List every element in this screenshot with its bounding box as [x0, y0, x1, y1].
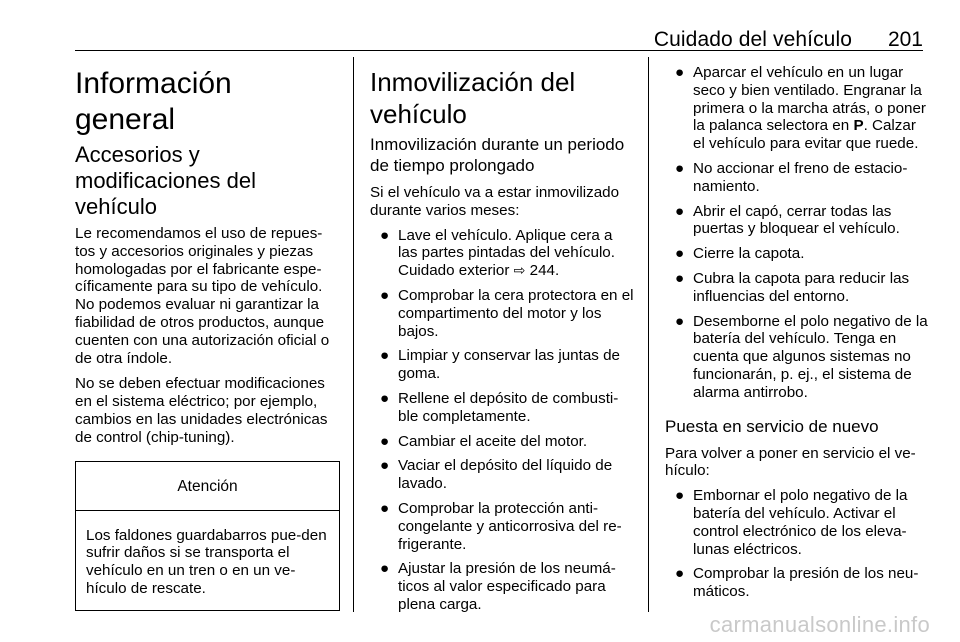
paragraph-intro: Si el vehículo va a estar inmovilizado durante varios meses: — [370, 184, 620, 219]
bullet-list — [665, 487, 928, 601]
list-item-text: Abrir el capó, cerrar todas las puertas y bloquear el vehículo. — [693, 202, 900, 238]
bullet-icon: ● — [380, 226, 390, 244]
list-item-text: Rellene el depósito de combusti-ble completamente. — [398, 389, 619, 425]
section-heading: Inmovilización del vehículo — [370, 67, 576, 129]
list-item-text: Comprobar la protección anti-congelante y anticorrosiva del re-frigerante. — [398, 499, 622, 553]
list-item — [370, 433, 634, 451]
bullet-icon: ● — [380, 347, 390, 365]
bullet-icon: ● — [380, 560, 390, 578]
watermark: carmanualsonline.info — [709, 612, 930, 637]
paragraph-electrical: No se deben efectuar modificaciones en el sistema eléctrico; por ejemplo, cambios en las unidades electrónicas de control (chip-tuning). — [75, 375, 328, 446]
column-general-info — [75, 58, 340, 611]
list-item — [665, 160, 928, 196]
bullet-icon: ● — [675, 202, 685, 220]
list-item-text: Vaciar el depósito del líquido de lavado. — [398, 457, 613, 493]
bullet-icon: ● — [380, 286, 390, 304]
bullet-icon: ● — [675, 487, 685, 505]
notice-text: Los faldones guardabarros pue-den sufrir daños si se transporta el vehículo en un tren o en un ve-hículo de rescate. — [86, 526, 327, 597]
list-item — [370, 560, 634, 613]
selector-position-p: P — [853, 117, 864, 135]
bullet-list — [370, 227, 634, 614]
list-item — [370, 227, 634, 280]
list-item-text: Limpiar y conservar las juntas de goma. — [398, 347, 621, 383]
list-item-text: Lave el vehículo. Aplique cera a las partes pintadas del vehículo. Cuidado exterior — [398, 226, 615, 280]
list-item-text: Ajustar la presión de los neumá-ticos al valor especificado para plena carga. — [398, 560, 616, 613]
paragraph-intro: Para volver a poner en servicio el ve-hículo: — [665, 444, 916, 480]
list-item — [370, 457, 634, 493]
list-item — [665, 245, 928, 263]
bullet-icon: ● — [675, 269, 685, 287]
section-heading: Información general — [75, 67, 232, 136]
notice-box — [75, 461, 340, 611]
list-item-text-tail: . Calzar el vehículo para evitar que ruede. — [693, 117, 919, 153]
bullet-icon: ● — [380, 432, 390, 450]
bullet-icon: ● — [675, 64, 685, 81]
page-header-title: Cuidado del vehículo — [653, 28, 852, 51]
list-item-text: Comprobar la presión de los neu-máticos. — [693, 565, 919, 601]
list-item-text: Cubra la capota para reducir las influencias del entorno. — [693, 269, 910, 305]
bullet-icon: ● — [675, 159, 685, 177]
header-rule — [75, 50, 923, 51]
list-item — [665, 313, 928, 402]
list-item — [370, 390, 634, 426]
bullet-list — [665, 64, 928, 402]
list-item-text: Desemborne el polo negativo de la batería del vehículo. Tenga en cuenta que algunos sistemas no funcionarán, p. ej., el sistema de alarma antirrobo. — [693, 312, 928, 401]
list-item — [370, 500, 634, 553]
bullet-icon: ● — [380, 389, 390, 407]
bullet-icon: ● — [380, 457, 390, 475]
list-item — [370, 287, 634, 340]
page-number: 201 — [887, 28, 923, 51]
list-item — [665, 270, 928, 306]
list-item-text: Cambiar el aceite del motor. — [398, 432, 588, 450]
column-immobilization — [370, 58, 634, 614]
bullet-icon: ● — [675, 565, 685, 583]
list-item — [665, 64, 928, 153]
list-item-text: No accionar el freno de estacio-namiento. — [693, 159, 908, 195]
column-immobilization-continued — [665, 58, 928, 601]
bullet-icon: ● — [380, 499, 390, 517]
list-item-text: Aparcar el vehículo en un lugar seco y bien ventilado. Engranar la primera o la marcha atrás, o poner la palanca selectora en — [693, 64, 926, 135]
list-item — [665, 565, 928, 601]
cross-reference-arrow-icon: ⇨ — [513, 262, 526, 279]
bullet-icon: ● — [675, 312, 685, 330]
list-item — [665, 203, 928, 239]
column-divider-left — [353, 57, 354, 612]
bullet-icon: ● — [675, 245, 685, 263]
subsection-heading: Puesta en servicio de nuevo — [665, 416, 879, 436]
column-divider-right — [648, 57, 649, 612]
list-item-text: Comprobar la cera protectora en el compartimento del motor y los bajos. — [398, 286, 634, 340]
subsection-heading: Inmovilización durante un periodo de tiempo prolongado — [370, 135, 625, 175]
notice-title: Atención — [76, 462, 339, 511]
list-item — [665, 487, 928, 558]
subsection-heading: Accesorios y modificaciones del vehículo — [75, 142, 256, 219]
list-item-text: Cierre la capota. — [693, 245, 805, 263]
cross-reference-page: 244. — [529, 262, 560, 280]
paragraph-accessories: Le recomendamos el uso de repues-tos y accesorios originales y piezas homologadas por el fabricante espe-cíficamente para su tipo de vehículo. No podemos evaluar ni garantizar la fiabilidad de otros productos, aunque cuenten con una autorización oficial o de otra índole. — [75, 225, 330, 367]
list-item — [370, 347, 634, 383]
list-item-text: Embornar el polo negativo de la batería del vehículo. Activar el control electrónico de los eleva-lunas eléctricos. — [693, 487, 908, 558]
